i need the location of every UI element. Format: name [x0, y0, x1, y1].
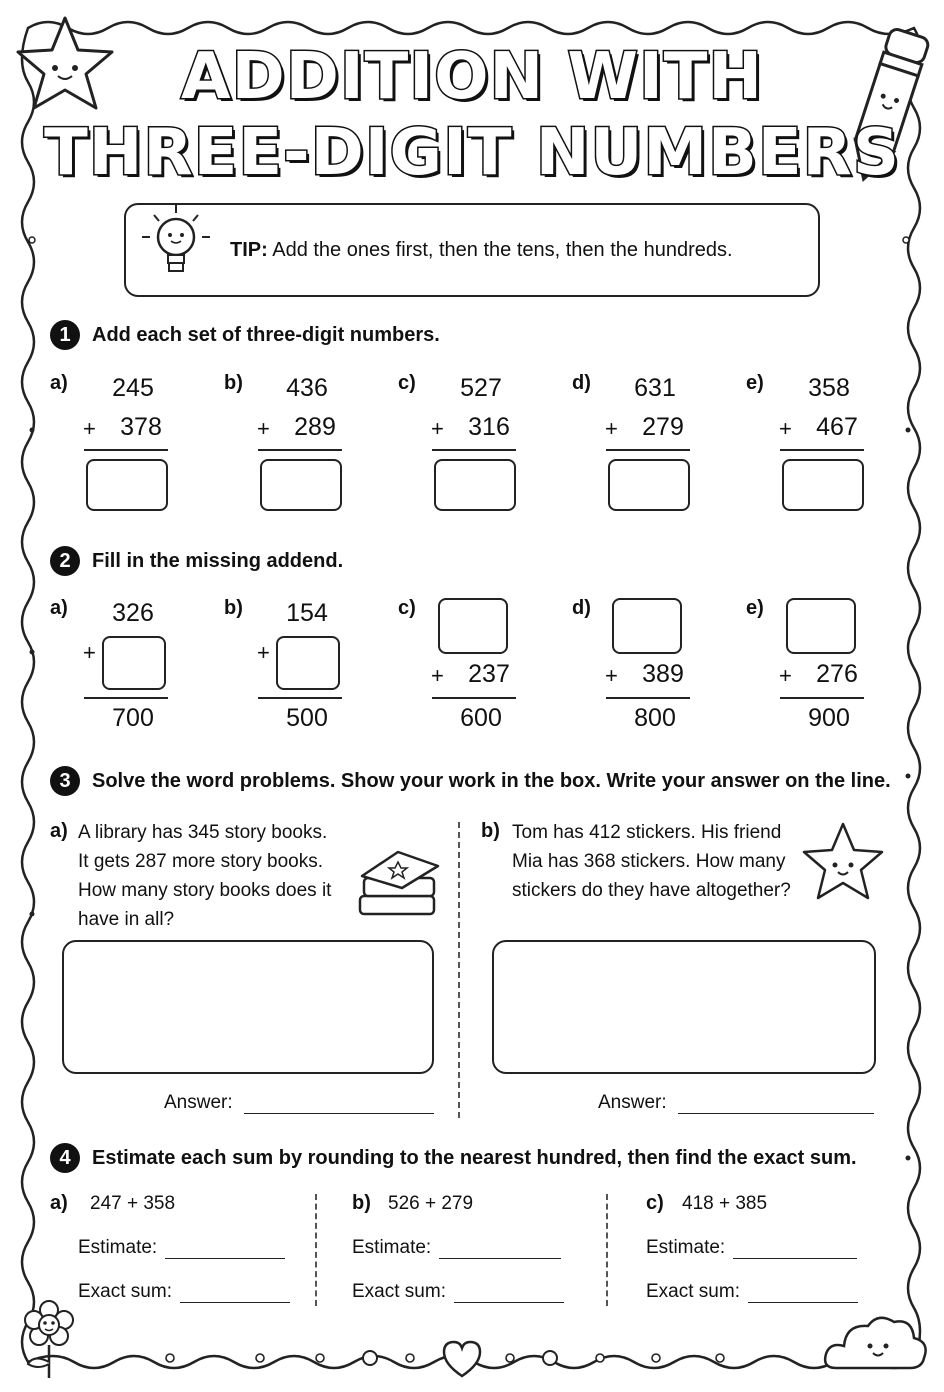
sum-line — [606, 449, 690, 451]
answer-row-a — [164, 1092, 434, 1114]
smiling-star-icon — [798, 818, 888, 904]
missing-addend-box[interactable] — [276, 636, 340, 690]
estimate-row — [78, 1237, 285, 1259]
addend-top: 326 — [112, 599, 154, 627]
sum-value: 500 — [286, 704, 328, 732]
missing-addend-box[interactable] — [102, 636, 166, 690]
addend-top: 527 — [460, 374, 502, 402]
divider — [458, 822, 460, 1118]
answer-line[interactable] — [678, 1113, 874, 1114]
estimate-line[interactable] — [439, 1258, 561, 1259]
sum-value: 800 — [634, 704, 676, 732]
divider — [315, 1194, 317, 1306]
section-title: Add each set of three-digit numbers. — [92, 323, 440, 346]
answer-line[interactable] — [244, 1113, 434, 1114]
plus-sign: + — [83, 640, 96, 665]
addend-bottom: 378 — [120, 413, 162, 441]
estimate-label: Estimate: — [78, 1237, 158, 1258]
sum-value: 700 — [112, 704, 154, 732]
sum-line — [432, 449, 516, 451]
exact-row — [78, 1281, 290, 1303]
answer-box[interactable] — [86, 459, 168, 511]
missing-addend-box[interactable] — [612, 598, 682, 654]
tip-text — [230, 239, 733, 262]
missing-addend-box[interactable] — [786, 598, 856, 654]
plus-sign: + — [431, 663, 444, 688]
addend-bottom: 467 — [816, 413, 858, 441]
problem-label: b) — [224, 372, 243, 394]
books-icon — [354, 846, 442, 924]
problem-label: a) — [50, 372, 68, 394]
flower-icon — [14, 1296, 84, 1380]
title-line-2: THREE-DIGIT NUMBERS — [44, 116, 900, 190]
estimate-label: Estimate: — [352, 1237, 432, 1258]
addend-bottom: 237 — [468, 660, 510, 688]
estimate-line[interactable] — [165, 1258, 285, 1259]
section-number: 3 — [50, 766, 80, 796]
answer-label: Answer: — [164, 1092, 233, 1113]
border-dots — [100, 1346, 800, 1376]
section-title: Solve the word problems. Show your work in the box. Write your answer on the line. — [92, 769, 891, 792]
exact-label: Exact sum: — [78, 1281, 172, 1302]
word-problem-a — [78, 818, 331, 934]
section-1-heading — [50, 320, 440, 350]
estimate-line[interactable] — [733, 1258, 857, 1259]
section-number: 4 — [50, 1143, 80, 1173]
problem-label: c) — [398, 597, 416, 619]
addend-top: 358 — [808, 374, 850, 402]
plus-sign: + — [257, 640, 270, 665]
addend-top: 631 — [634, 374, 676, 402]
estimate-row — [646, 1237, 857, 1259]
exact-line[interactable] — [748, 1302, 858, 1303]
exact-label: Exact sum: — [646, 1281, 740, 1302]
estimate-expression: 418 + 385 — [682, 1193, 768, 1214]
addend-top: 436 — [286, 374, 328, 402]
divider — [606, 1194, 608, 1306]
word-problem-b — [512, 818, 791, 905]
problem-label: e) — [746, 372, 764, 394]
tip-label: TIP: — [230, 239, 268, 261]
word-problem-line: It gets 287 more story books. — [78, 851, 324, 872]
problem-label: a) — [50, 1192, 68, 1214]
plus-sign: + — [431, 416, 444, 441]
plus-sign: + — [779, 663, 792, 688]
work-box-a[interactable] — [62, 940, 434, 1074]
addend-bottom: 279 — [642, 413, 684, 441]
plus-sign: + — [257, 416, 270, 441]
problem-label: a) — [50, 820, 68, 842]
sum-line — [780, 449, 864, 451]
word-problem-line: have in all? — [78, 909, 175, 930]
plus-sign: + — [83, 416, 96, 441]
section-2-heading — [50, 546, 343, 576]
plus-sign: + — [779, 416, 792, 441]
section-number: 1 — [50, 320, 80, 350]
answer-row-b — [598, 1092, 874, 1114]
title-line-1: ADDITION WITH — [181, 40, 763, 114]
section-title: Fill in the missing addend. — [92, 549, 344, 572]
sum-line — [84, 697, 168, 699]
addend-bottom: 316 — [468, 413, 510, 441]
sum-line — [258, 697, 342, 699]
word-problem-line: A library has 345 story books. — [78, 822, 328, 843]
lightbulb-icon — [138, 197, 218, 297]
exact-row — [352, 1281, 564, 1303]
work-box-b[interactable] — [492, 940, 876, 1074]
problem-label: c) — [398, 372, 416, 394]
cloud-icon — [820, 1306, 932, 1378]
addend-top: 245 — [112, 374, 154, 402]
tip-box — [124, 203, 820, 297]
answer-box[interactable] — [782, 459, 864, 511]
answer-label: Answer: — [598, 1092, 667, 1113]
addend-bottom: 389 — [642, 660, 684, 688]
answer-box[interactable] — [260, 459, 342, 511]
sum-value: 600 — [460, 704, 502, 732]
exact-label: Exact sum: — [352, 1281, 446, 1302]
answer-box[interactable] — [608, 459, 690, 511]
estimate-label: Estimate: — [646, 1237, 726, 1258]
section-4-heading — [50, 1143, 857, 1173]
missing-addend-box[interactable] — [438, 598, 508, 654]
problem-label: b) — [352, 1192, 371, 1214]
estimate-expression: 526 + 279 — [388, 1193, 474, 1214]
word-problem-line: stickers do they have altogether? — [512, 880, 791, 901]
addend-bottom: 289 — [294, 413, 336, 441]
estimate-expression: 247 + 358 — [90, 1193, 176, 1214]
tip-content: Add the ones first, then the tens, then the hundreds. — [272, 239, 733, 261]
problem-label: d) — [572, 372, 591, 394]
plus-sign: + — [605, 663, 618, 688]
section-3-heading — [50, 766, 891, 796]
word-problem-line: Mia has 368 stickers. How many — [512, 851, 786, 872]
word-problem-line: Tom has 412 stickers. His friend — [512, 822, 782, 843]
problem-label: c) — [646, 1192, 664, 1214]
word-problem-line: How many story books does it — [78, 880, 332, 901]
plus-sign: + — [605, 416, 618, 441]
estimate-row — [352, 1237, 561, 1259]
sum-line — [606, 697, 690, 699]
exact-row — [646, 1281, 858, 1303]
sum-line — [780, 697, 864, 699]
problem-label: b) — [481, 820, 500, 842]
addend-top: 154 — [286, 599, 328, 627]
exact-line[interactable] — [180, 1302, 290, 1303]
section-number: 2 — [50, 546, 80, 576]
problem-label: e) — [746, 597, 764, 619]
sum-value: 900 — [808, 704, 850, 732]
problem-label: b) — [224, 597, 243, 619]
problem-label: d) — [572, 597, 591, 619]
addend-bottom: 276 — [816, 660, 858, 688]
sum-line — [258, 449, 342, 451]
exact-line[interactable] — [454, 1302, 564, 1303]
sum-line — [84, 449, 168, 451]
problem-label: a) — [50, 597, 68, 619]
answer-box[interactable] — [434, 459, 516, 511]
section-title: Estimate each sum by rounding to the nearest hundred, then find the exact sum. — [92, 1146, 857, 1169]
sum-line — [432, 697, 516, 699]
